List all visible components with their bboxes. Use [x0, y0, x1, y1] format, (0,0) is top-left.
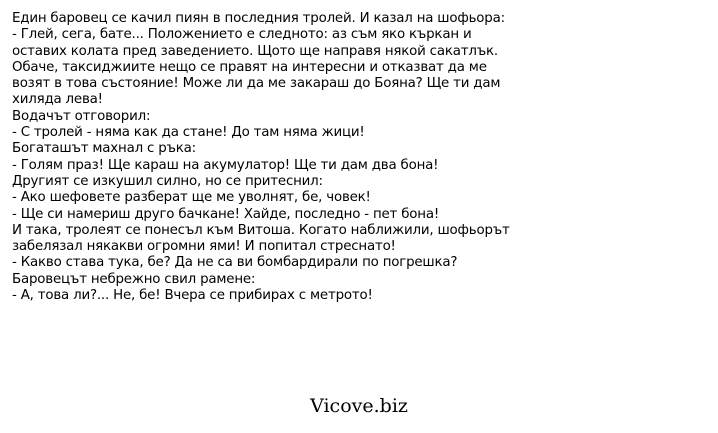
- joke-line: И така, тролеят се понесъл към Витоша. Когато наближили, шофьорът: [12, 222, 510, 238]
- joke-line: - Какво става тука, бе? Да не са ви бомбардирали по погрешка?: [12, 255, 458, 271]
- joke-line: Водачът отговорил:: [12, 108, 151, 124]
- joke-line: забелязал някакви огромни ями! И попитал стреснато!: [12, 239, 396, 255]
- joke-line: Другият се изкушил силно, но се притеснил:: [12, 173, 323, 189]
- joke-line: - Голям праз! Ще караш на акумулатор! Ще ти дам два бона!: [12, 157, 439, 173]
- joke-line: - Ако шефовете разберат ще ме уволнят, бе, човек!: [12, 190, 371, 206]
- joke-line: Баровецът небрежно свил рамене:: [12, 271, 256, 287]
- joke-line: оставих колата пред заведението. Щото ще направя някой сакатлък.: [12, 43, 498, 59]
- joke-line: Богаташът махнал с ръка:: [12, 141, 196, 157]
- joke-line: Обаче, таксиджиите нещо се правят на интересни и отказват да ме: [12, 59, 487, 75]
- joke-line: - С тролей - няма как да стане! До там няма жици!: [12, 125, 365, 141]
- joke-line: возят в това състояние! Може ли да ме закараш до Бояна? Ще ти дам: [12, 76, 501, 92]
- joke-line: - Глей, сега, бате... Положението е следното: аз съм яко къркан и: [12, 27, 472, 43]
- site-watermark: Vicove.biz: [310, 395, 408, 417]
- joke-line: хиляда лева!: [12, 92, 103, 108]
- joke-line: - А, това ли?... Не, бе! Вчера се прибирах с метрото!: [12, 288, 373, 304]
- joke-line: - Ще си намериш друго бачкане! Хайде, последно - пет бона!: [12, 206, 439, 222]
- joke-text: [12, 11, 712, 304]
- joke-line: Един баровец се качил пиян в последния тролей. И казал на шофьора:: [12, 11, 505, 26]
